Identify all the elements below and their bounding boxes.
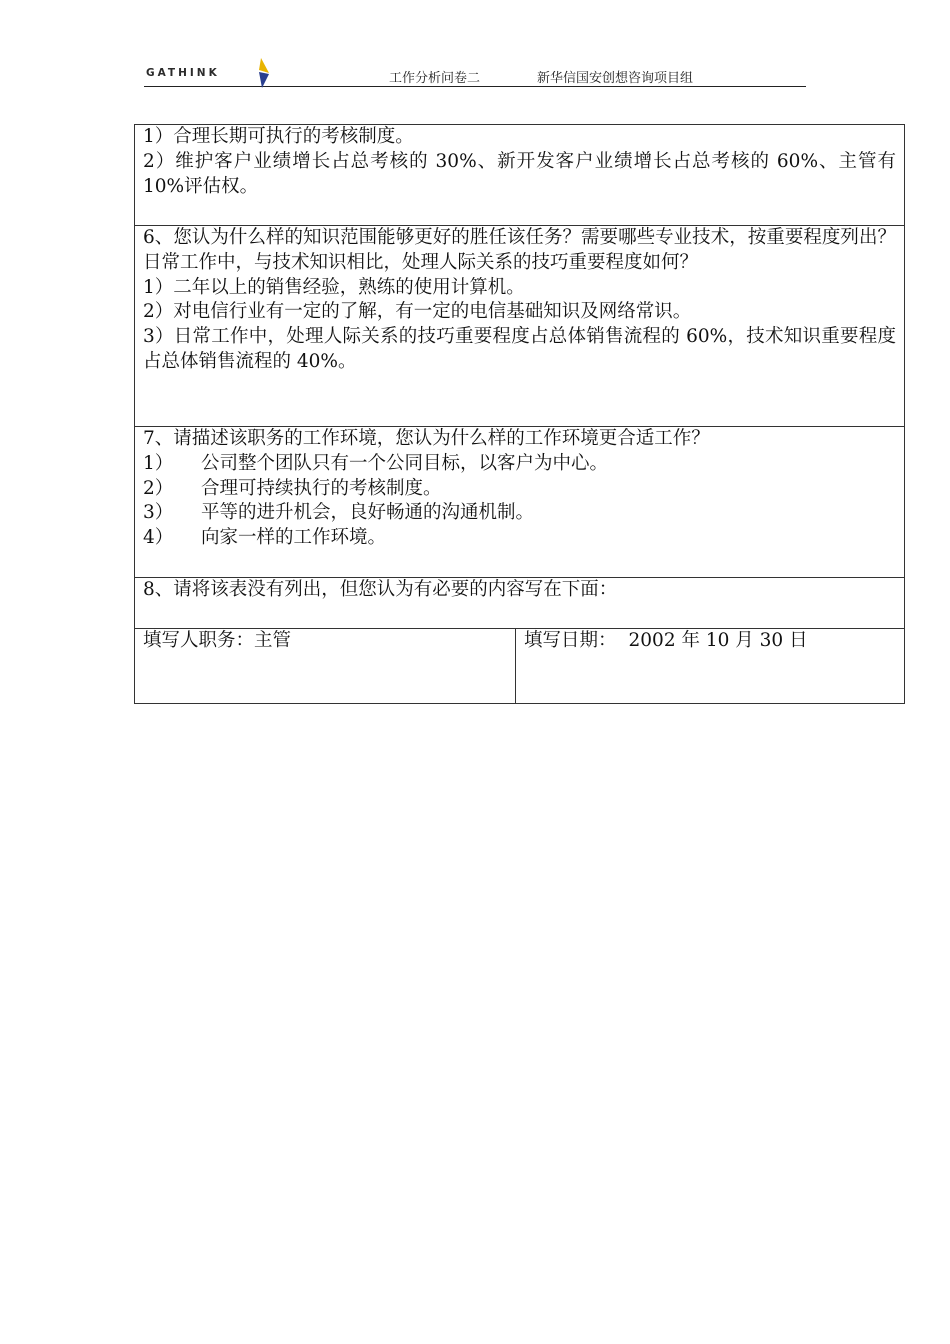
list-number: 1） (143, 452, 174, 474)
answer-line: 2）对电信行业有一定的了解，有一定的电信基础知识及网络常识。 (143, 301, 692, 323)
section-5-cell (135, 125, 905, 226)
logo-mark-icon (255, 58, 271, 88)
list-number: 2） (143, 477, 174, 499)
list-number: 3） (143, 502, 174, 524)
questionnaire-table (134, 124, 905, 704)
signature-row (135, 629, 905, 704)
list-text: 合理可持续执行的考核制度。 (201, 477, 442, 499)
list-text: 平等的进升机会，良好畅通的沟通机制。 (201, 502, 535, 524)
answer-line: 3）日常工作中，处理人际关系的技巧重要程度占总体销售流程的 60%，技术知识重要程度占总体销售流程的 40%。 (143, 326, 896, 372)
list-item (143, 452, 896, 477)
section-7-cell (135, 427, 905, 578)
list-text: 向家一样的工作环境。 (201, 527, 387, 549)
fill-date-value: 2002 年 10 月 30 日 (628, 630, 808, 651)
list-number: 4） (143, 527, 174, 549)
question-text: 6、您认为什么样的知识范围能够更好的胜任该任务？需要哪些专业技术，按重要程度列出？ 日常工作中，与技术知识相比，处理人际关系的技巧重要程度如何？ (143, 227, 896, 273)
section-8-cell (135, 578, 905, 629)
section-6-row (135, 226, 905, 427)
fill-date-label: 填写日期： (524, 630, 617, 651)
page-header (144, 58, 806, 87)
list-item (143, 501, 896, 526)
question-text: 7、请描述该职务的工作环境，您认为什么样的工作环境更合适工作？ (143, 428, 710, 449)
list-item (143, 526, 896, 551)
list-text: 公司整个团队只有一个公同目标，以客户为中心。 (201, 452, 609, 474)
answer-line: 2）维护客户业绩增长占总考核的 30%、新开发客户业绩增长占总考核的 60%、主管有 10%评估权。 (143, 150, 896, 197)
section-8-row (135, 578, 905, 629)
section-6-cell (135, 226, 905, 427)
project-group-name: 新华信国安创想咨询项目组 (537, 71, 694, 86)
question-text: 8、请将该表没有列出，但您认为有必要的内容写在下面： (143, 579, 618, 600)
company-logo-text: GATHINK (146, 67, 220, 79)
answer-line: 1）合理长期可执行的考核制度。 (143, 126, 414, 147)
filler-position: 填写人职务：主管 (143, 630, 292, 651)
answer-line: 1）二年以上的销售经验，熟练的使用计算机。 (143, 276, 525, 298)
section-7-row (135, 427, 905, 578)
section-5-row (135, 125, 905, 226)
filler-position-cell (135, 629, 516, 704)
list-item (143, 477, 896, 502)
document-title: 工作分析问卷二 (389, 71, 481, 86)
fill-date-cell (516, 629, 905, 704)
